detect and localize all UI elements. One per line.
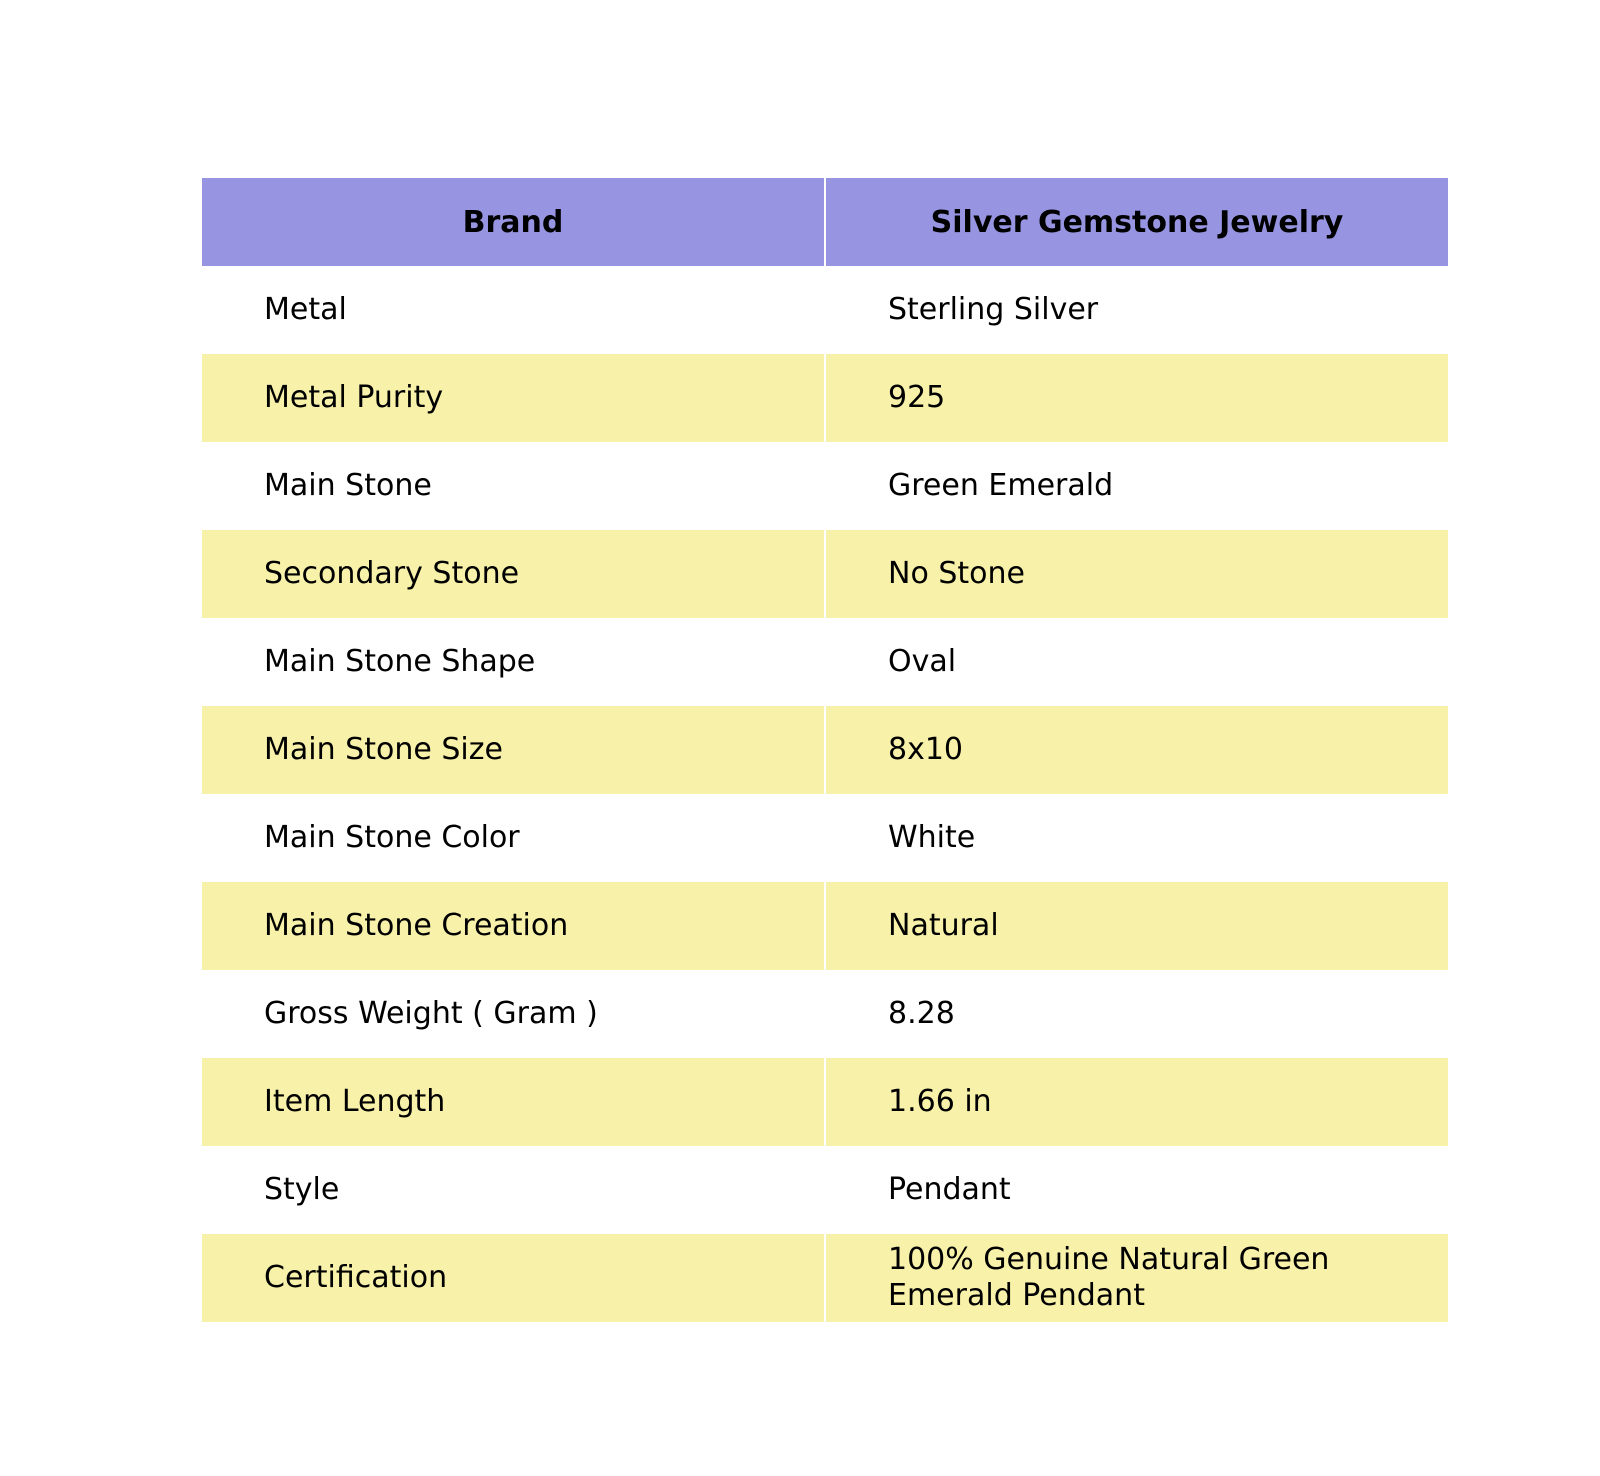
attribute-label: Item Length	[202, 1058, 825, 1146]
attribute-value: Green Emerald	[825, 442, 1448, 530]
table-row	[202, 530, 1448, 618]
attribute-value: 100% Genuine Natural Green Emerald Pendant	[825, 1234, 1448, 1322]
attribute-label: Main Stone Creation	[202, 882, 825, 970]
table-row	[202, 266, 1448, 354]
attribute-value: Oval	[825, 618, 1448, 706]
attribute-value: Pendant	[825, 1146, 1448, 1234]
table-row	[202, 970, 1448, 1058]
table-row	[202, 794, 1448, 882]
table-row	[202, 882, 1448, 970]
table-row	[202, 442, 1448, 530]
attribute-value: Natural	[825, 882, 1448, 970]
attribute-label: Main Stone Size	[202, 706, 825, 794]
attribute-value: White	[825, 794, 1448, 882]
product-spec-table	[202, 178, 1448, 1322]
table-row	[202, 1146, 1448, 1234]
attribute-value: 8.28	[825, 970, 1448, 1058]
table-row	[202, 354, 1448, 442]
attribute-label: Main Stone Color	[202, 794, 825, 882]
table-row	[202, 1058, 1448, 1146]
attribute-value: Sterling Silver	[825, 266, 1448, 354]
attribute-label: Metal Purity	[202, 354, 825, 442]
table-header	[202, 178, 1448, 266]
attribute-label: Metal	[202, 266, 825, 354]
attribute-value: No Stone	[825, 530, 1448, 618]
table-body	[202, 266, 1448, 1322]
attribute-value: 1.66 in	[825, 1058, 1448, 1146]
table-row	[202, 618, 1448, 706]
attribute-label: Certification	[202, 1234, 825, 1322]
header-row	[202, 178, 1448, 266]
attribute-label: Gross Weight ( Gram )	[202, 970, 825, 1058]
attribute-label: Secondary Stone	[202, 530, 825, 618]
attribute-value: 925	[825, 354, 1448, 442]
attribute-label: Main Stone	[202, 442, 825, 530]
header-cell-brand: Brand	[202, 178, 825, 266]
table-row	[202, 1234, 1448, 1322]
header-cell-brand-value: Silver Gemstone Jewelry	[825, 178, 1448, 266]
table-row	[202, 706, 1448, 794]
attribute-label: Main Stone Shape	[202, 618, 825, 706]
attribute-label: Style	[202, 1146, 825, 1234]
attribute-value: 8x10	[825, 706, 1448, 794]
